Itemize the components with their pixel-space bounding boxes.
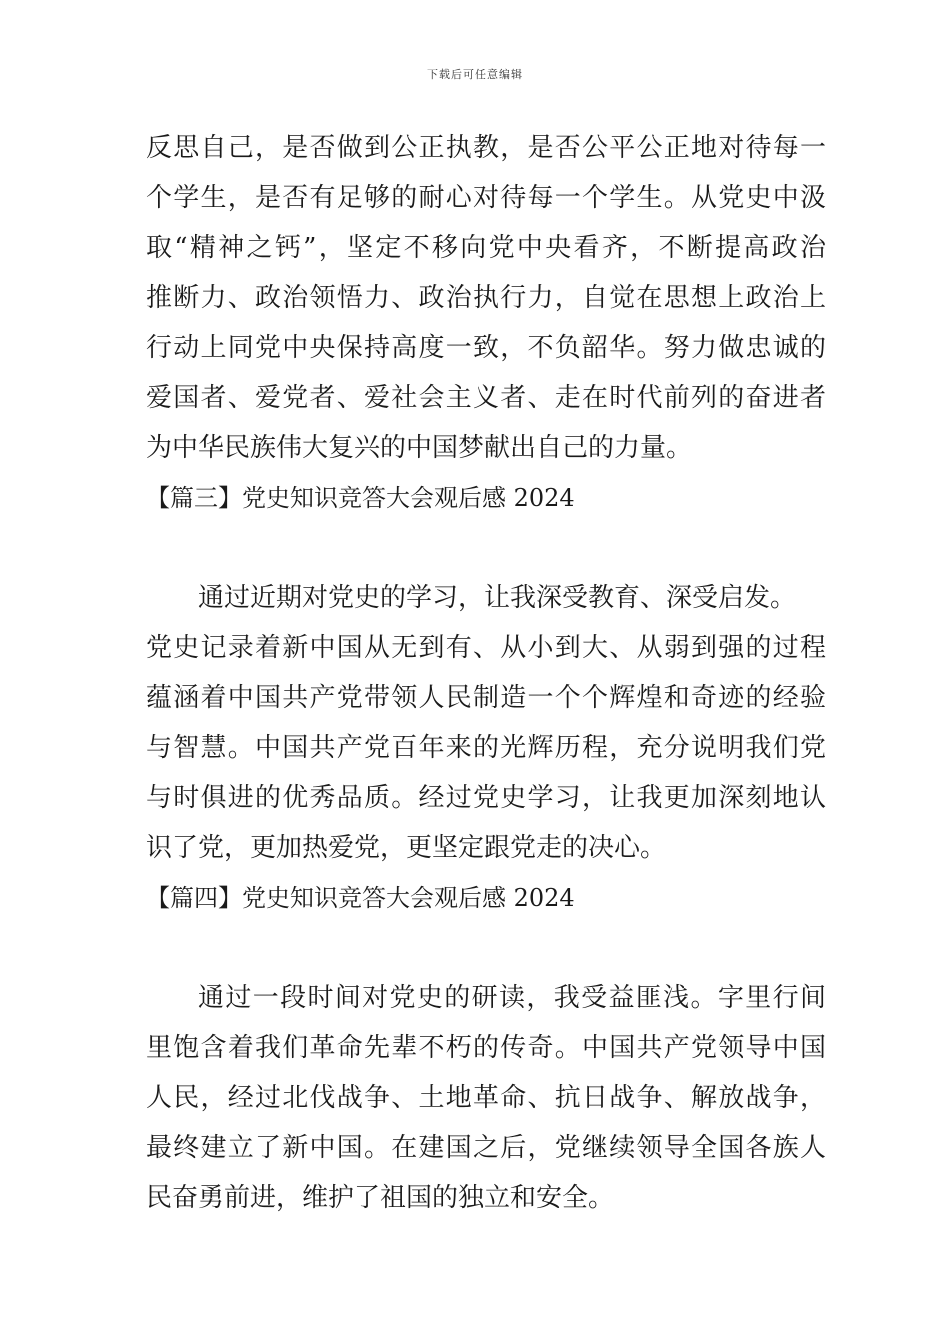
text-line: 爱国者、爱党者、爱社会主义者、走在时代前列的奋进者: [146, 383, 826, 413]
text-line: 通过近期对党史的学习，让我深受教育、深受启发。: [198, 583, 797, 613]
page-header-note: 下载后可任意编辑: [427, 68, 523, 81]
text-line: 党史记录着新中国从无到有、从小到大、从弱到强的过程: [146, 633, 826, 663]
text-line: 识了党，更加热爱党，更坚定跟党走的决心。: [146, 833, 667, 863]
text-line: 行动上同党中央保持高度一致，不负韶华。努力做忠诚的: [146, 333, 826, 363]
text-line: 为中华民族伟大复兴的中国梦献出自己的力量。: [146, 433, 693, 463]
text-line: 人民，经过北伐战争、土地革命、抗日战争、解放战争，: [146, 1083, 826, 1113]
text-line: 民奋勇前进，维护了祖国的独立和安全。: [146, 1183, 615, 1213]
text-line: 里饱含着我们革命先辈不朽的传奇。中国共产党领导中国: [146, 1033, 826, 1063]
text-line: 与智慧。中国共产党百年来的光辉历程，充分说明我们党: [146, 733, 826, 763]
text-line: 最终建立了新中国。在建国之后，党继续领导全国各族人: [146, 1133, 826, 1163]
text-line: 推断力、政治领悟力、政治执行力，自觉在思想上政治上: [146, 283, 826, 313]
text-line: 蕴涵着中国共产党带领人民制造一个个辉煌和奇迹的经验: [146, 683, 826, 713]
text-line: 与时俱进的优秀品质。经过党史学习，让我更加深刻地认: [146, 783, 826, 813]
text-line: 通过一段时间对党史的研读，我受益匪浅。字里行间: [198, 983, 826, 1013]
section-heading-4: 【篇四】党史知识竞答大会观后感 2024: [146, 884, 575, 912]
text-line: 反思自己，是否做到公正执教，是否公平公正地对待每一: [146, 133, 826, 163]
section-heading-3: 【篇三】党史知识竞答大会观后感 2024: [146, 484, 575, 512]
text-line: 取“精神之钙”，坚定不移向党中央看齐，不断提高政治: [146, 233, 826, 263]
text-line: 个学生，是否有足够的耐心对待每一个学生。从党史中汲: [146, 183, 826, 213]
